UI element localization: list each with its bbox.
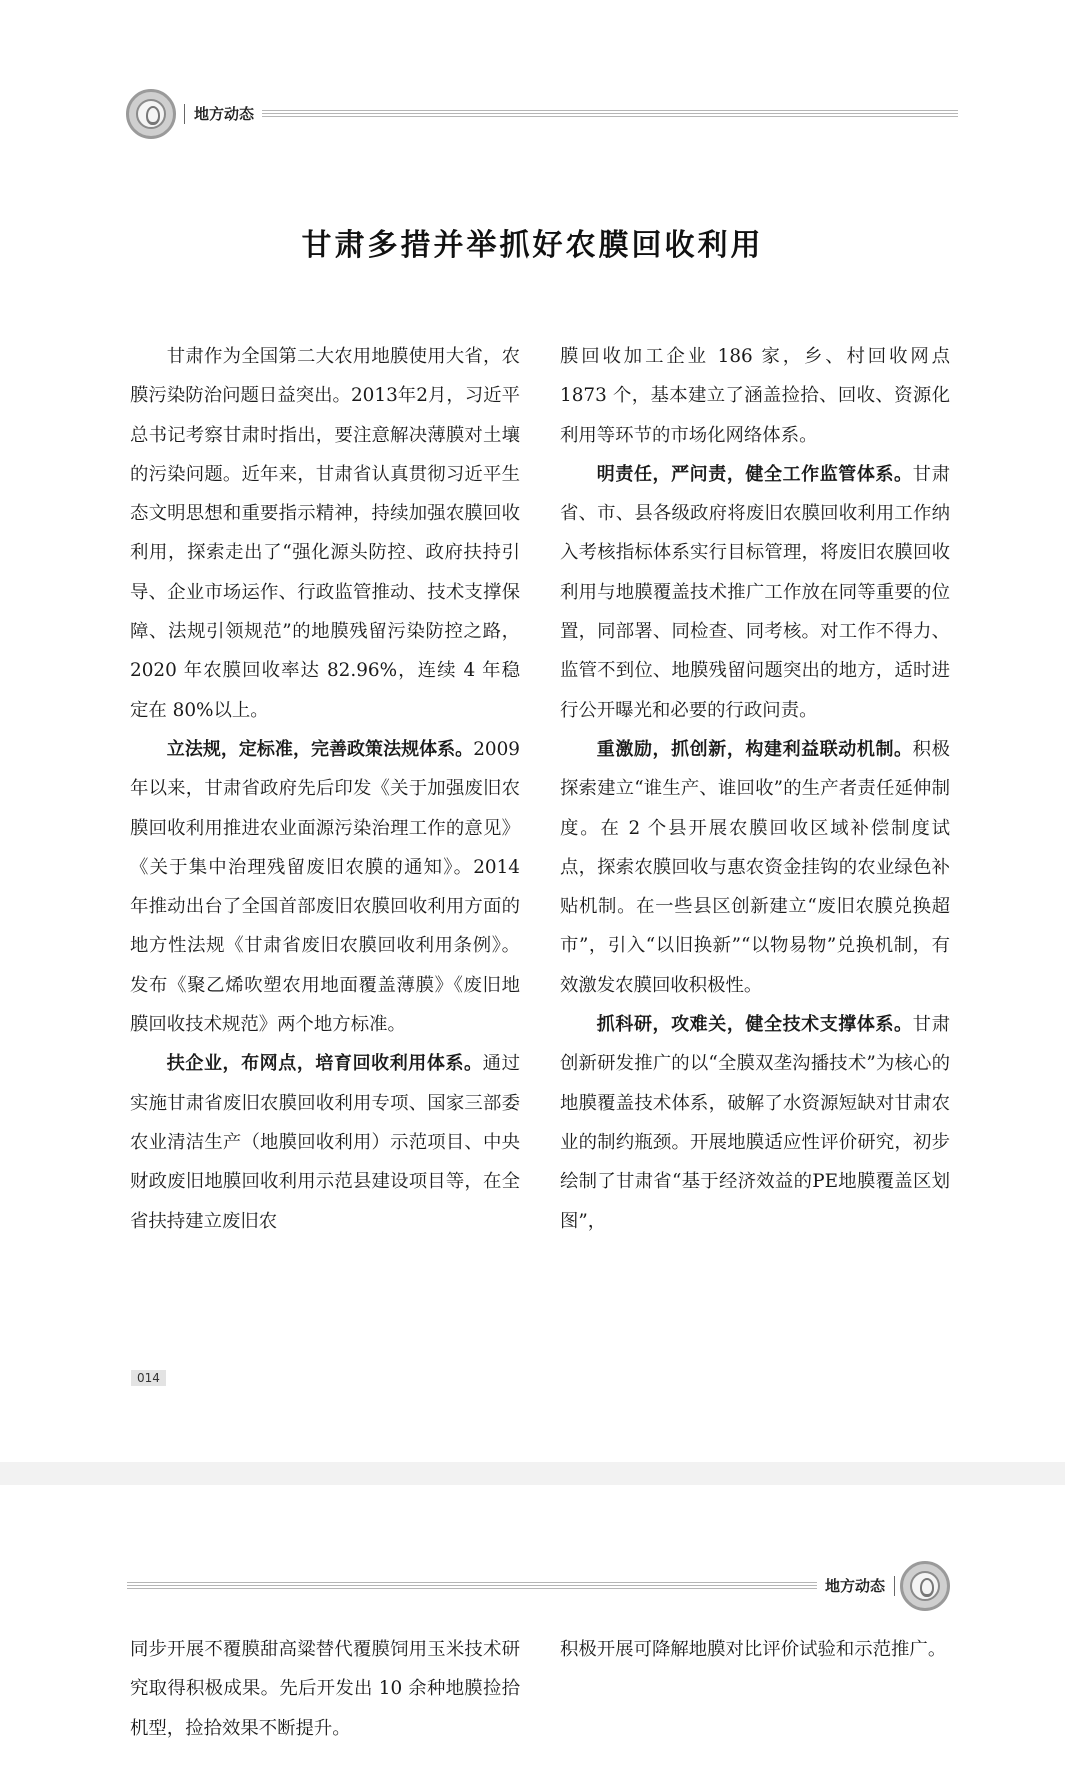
page-bottom (0, 1485, 1065, 1790)
paragraph: 扶企业，布网点，培育回收利用体系。通过实施甘肃省废旧农膜回收利用专项、国家三部委农业清洁生产（地膜回收利用）示范项目、中央财政废旧地膜回收利用示范县建设项目等，在全省扶持建立废旧农 (130, 1053, 520, 1232)
right-column (560, 1630, 950, 1669)
left-column (130, 337, 520, 1241)
paragraph-heading: 明责任，严问责，健全工作监管体系。 (596, 463, 913, 485)
paragraph: 明责任，严问责，健全工作监管体系。甘肃省、市、县各级政府将废旧农膜回收利用工作纳入考核指标体系实行目标管理，将废旧农膜回收利用与地膜覆盖技术推广工作放在同等重要的位置，同部署、同检查、同考核。对工作不得力、监管不到位、地膜残留问题突出的地方，适时进行公开曝光和必要的行政问责。 (560, 463, 950, 721)
header-rule (127, 1582, 817, 1589)
paragraph: 膜回收加工企业 186 家，乡、村回收网点 1873 个，基本建立了涵盖捡拾、回收、资源化利用等环节的市场化网络体系。 (560, 346, 950, 446)
paragraph: 抓科研，攻难关，健全技术支撑体系。甘肃创新研发推广的以“全膜双垄沟播技术”为核心的地膜覆盖技术体系，破解了水资源短缺对甘肃农业的制约瓶颈。开展地膜适应性评价研究，初步绘制了甘肃省“基于经济效益的PE地膜覆盖区划图”， (560, 1014, 950, 1232)
paragraph-heading: 扶企业，布网点，培育回收利用体系。 (166, 1053, 483, 1075)
paragraph-heading: 重激励，抓创新，构建利益联动机制。 (596, 738, 913, 760)
paragraph-heading: 抓科研，攻难关，健全技术支撑体系。 (596, 1014, 913, 1036)
paragraph: 同步开展不覆膜甜高粱替代覆膜饲用玉米技术研究取得积极成果。先后开发出 10 余种地膜捡拾机型，捡拾效果不断提升。 (130, 1639, 520, 1739)
page-number: 014 (131, 1370, 166, 1386)
page-header (0, 86, 1065, 142)
paragraph: 甘肃作为全国第二大农用地膜使用大省，农膜污染防治问题日益突出。2013年2月，习近平总书记考察甘肃时指出，要注意解决薄膜对土壤的污染问题。近年来，甘肃省认真贯彻习近平生态文明思想和重要指示精神，持续加强农膜回收利用，探索走出了“强化源头防控、政府扶持引导、企业市场运作、行政监管推动、技术支撑保障、法规引领规范”的地膜残留污染防控之路，2020 年农膜回收率达 82.96%，连续 4 年稳定在 80%以上。 (130, 346, 520, 721)
emblem-logo-icon (126, 89, 176, 139)
section-label: 地方动态 (825, 1577, 886, 1595)
header-divider (894, 1576, 895, 1596)
paragraph-heading: 立法规，定标准，完善政策法规体系。 (166, 738, 474, 760)
paragraph: 重激励，抓创新，构建利益联动机制。积极探索建立“谁生产、谁回收”的生产者责任延伸制度。在 2 个县开展农膜回收区域补偿制度试点，探索农膜回收与惠农资金挂钩的农业绿色补贴机制。在一些县区创新建立“废旧农膜兑换超市”，引入“以旧换新”“以物易物”兑换机制，有效激发农膜回收积极性。 (560, 738, 950, 996)
paragraph: 立法规，定标准，完善政策法规体系。2009 年以来，甘肃省政府先后印发《关于加强废旧农膜回收利用推进农业面源污染治理工作的意见》《关于集中治理残留废旧农膜的通知》。2014 年推动出台了全国首部废旧农膜回收利用方面的地方性法规《甘肃省废旧农膜回收利用条例》。发布《聚乙烯吹塑农用地面覆盖薄膜》《废旧地膜回收技术规范》两个地方标准。 (130, 738, 520, 1036)
paragraph: 积极开展可降解地膜对比评价试验和示范推广。 (560, 1639, 947, 1660)
header-rule (262, 110, 958, 117)
header-divider (184, 104, 185, 124)
article-title: 甘肃多措并举抓好农膜回收利用 (301, 228, 764, 263)
page-header (0, 1558, 1065, 1614)
emblem-logo-icon (900, 1561, 950, 1611)
right-column (560, 337, 950, 1241)
section-label: 地方动态 (194, 105, 255, 123)
left-column (130, 1630, 520, 1748)
